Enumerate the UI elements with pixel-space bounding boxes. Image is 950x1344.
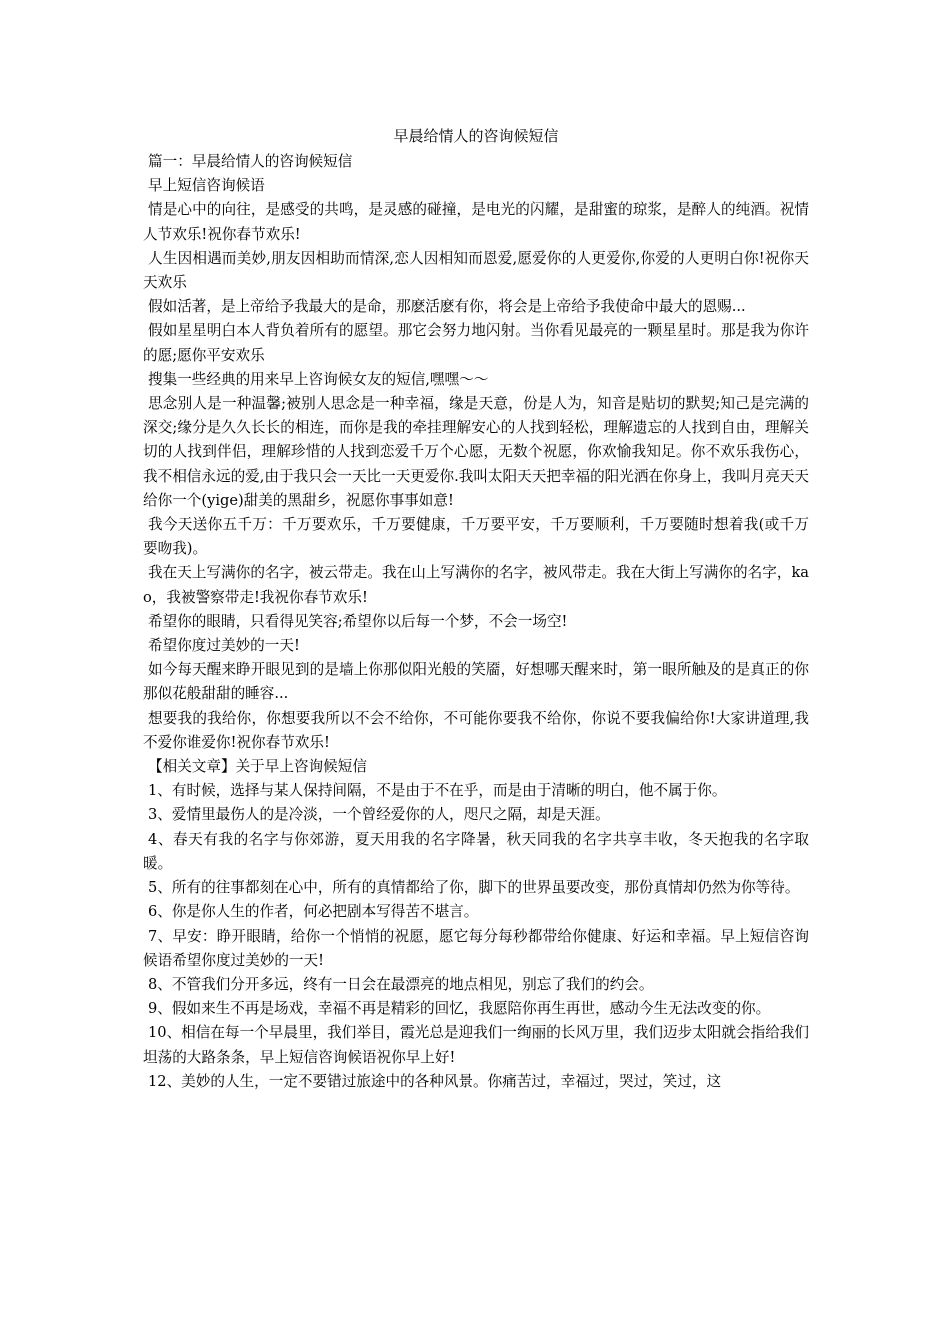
paragraph: 篇一：早晨给情人的咨询候短信 — [148, 153, 353, 170]
list-item: 7、早安：睁开眼睛，给你一个悄悄的祝愿，愿它每分每秒都带给你健康、好运和幸福。早上短信咨询候语希望你度过美妙的一天! — [143, 927, 809, 969]
paragraph: 想要我的我给你，你想要我所以不会不给你，不可能你要我不给你，你说不要我偏给你!大家讲道理,我不爱你谁爱你!祝你春节欢乐! — [143, 709, 809, 751]
list-item: 9、假如来生不再是场戏，幸福不再是精彩的回忆，我愿陪你再生再世，感动今生无法改变的你。 — [148, 1000, 771, 1018]
list-item: 10、相信在每一个早晨里，我们举目，霞光总是迎我们一绚丽的长风万里，我们迈步太阳就会指给我们坦荡的大路条条，早上短信咨询候语祝你早上好! — [143, 1024, 809, 1066]
paragraph: 希望你的眼睛，只看得见笑容;希望你以后每一个梦，不会一场空! — [148, 612, 568, 630]
paragraph: 早上短信咨询候语 — [148, 177, 265, 195]
list-item: 12、美妙的人生，一定不要错过旅途中的各种风景。你痛苦过，幸福过，哭过，笑过，这 — [148, 1072, 722, 1090]
paragraph: 我在天上写满你的名字，被云带走。我在山上写满你的名字，被风带走。我在大街上写满你的名字，kao，我被警察带走!我祝你春节欢乐! — [143, 564, 809, 606]
list-item: 3、爱情里最伤人的是冷淡，一个曾经爱你的人，咫尺之隔，却是天涯。 — [148, 806, 610, 824]
list-item: 6、你是你人生的作者，何必把剧本写得苦不堪言。 — [148, 903, 479, 921]
paragraph: 思念别人是一种温馨;被别人思念是一种幸福，缘是天意，份是人为，知音是贴切的默契;知己是完满的深交;缘分是久久长长的相连，而你是我的牵挂理解安心的人找到轻松，理解遗忘的人找到自由，理解关切的人找到伴侣，理解珍惜的人找到恋爱千万个心愿，无数个祝愿，你欢愉我知足。你不欢乐我伤心，我不相信永远的爱,由于我只会一天比一天更爱你.我叫太阳天天把幸福的阳光洒在你身上，我叫月亮天天给你一个(yige)甜美的黑甜乡，祝愿你事事如意! — [143, 395, 810, 509]
document-page — [143, 124, 809, 1094]
section-heading: 【相关文章】关于早上咨询候短信 — [148, 758, 367, 776]
paragraph: 假如星星明白本人背负着所有的愿望。那它会努力地闪射。当你看见最亮的一颗星星时。那是我为你许的愿;愿你平安欢乐 — [143, 322, 809, 364]
paragraph: 情是心中的向往，是感受的共鸣，是灵感的碰撞，是电光的闪耀，是甜蜜的琼浆，是醉人的纯酒。祝情人节欢乐!祝你春节欢乐! — [143, 201, 809, 243]
paragraph: 我今天送你五千万：千万要欢乐，千万要健康，千万要平安，千万要顺利，千万要随时想着我(或千万要吻我)。 — [143, 516, 809, 558]
paragraph: 人生因相遇而美妙,朋友因相助而情深,恋人因相知而恩爱,愿爱你的人更爱你,你爱的人更明白你!祝你天天欢乐 — [143, 249, 809, 292]
list-item: 8、不管我们分开多远，终有一日会在最漂亮的地点相见，别忘了我们的约会。 — [148, 975, 654, 993]
paragraph: 假如活著，是上帝给予我最大的是命，那麽活麽有你，将会是上帝给予我使命中最大的恩赐... — [148, 298, 746, 316]
list-item: 4、春天有我的名字与你郊游，夏天用我的名字降暑，秋天同我的名字共享丰收，冬天抱我的名字取暖。 — [143, 830, 809, 872]
paragraph: 希望你度过美妙的一天! — [148, 637, 300, 655]
paragraph: 如今每天醒来睁开眼见到的是墙上你那似阳光般的笑靥，好想哪天醒来时，第一眼所触及的是真正的你那似花般甜甜的睡容... — [143, 661, 809, 703]
paragraph: 搜集一些经典的用来早上咨询候女友的短信,嘿嘿～～ — [148, 370, 489, 388]
list-item: 1、有时候，选择与某人保持间隔，不是由于不在乎，而是由于清晰的明白，他不属于你。 — [148, 782, 727, 800]
document-title: 早晨给情人的咨询候短信 — [393, 127, 559, 145]
list-item: 5、所有的往事都刻在心中，所有的真情都给了你，脚下的世界虽要改变，那份真情却仍然为你等待。 — [148, 879, 800, 897]
